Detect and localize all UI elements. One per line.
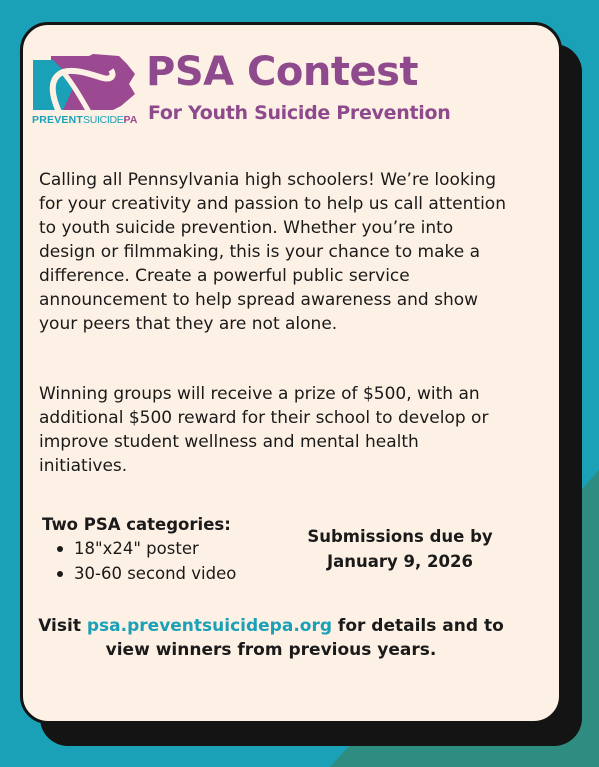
intro-paragraph: Calling all Pennsylvania high schoolers! We’re looking for your creativity and passion to help us call attention to youth suicide prevention. Whether you’re into design or filmmaking, this is your chance to make a difference. Create a powerful public service announcement to help spread awareness and show your peers that they are not alone. — [39, 170, 506, 334]
cta-suffix: for details and to view winners from previous years. — [105, 616, 504, 660]
category-label: 18"x24" poster — [74, 539, 199, 558]
cta-prefix: Visit — [38, 616, 87, 636]
bullet-icon — [57, 571, 63, 577]
logo-wordmark — [32, 114, 142, 126]
deadline-line-1: Submissions due by — [307, 527, 493, 546]
categories-title: Two PSA categories: — [42, 515, 231, 534]
logo-word-suicide: SUICIDE — [83, 114, 124, 126]
category-item — [74, 536, 282, 561]
category-label: 30-60 second video — [74, 564, 237, 583]
deadline-notice — [290, 524, 510, 574]
categories-section — [42, 514, 282, 586]
deadline-date: January 9, 2026 — [327, 552, 473, 571]
logo-word-prevent: PREVENT — [32, 114, 83, 126]
page-subtitle: For Youth Suicide Prevention — [148, 102, 451, 124]
prize-paragraph: Winning groups will receive a prize of $500, with an additional $500 reward for their school to develop or improve student wellness and mental health initiatives. — [39, 384, 489, 476]
category-item — [74, 561, 282, 586]
bullet-icon — [57, 546, 63, 552]
logo-word-pa: PA — [123, 114, 138, 126]
call-to-action — [30, 614, 512, 662]
categories-list — [42, 536, 282, 586]
website-link[interactable]: psa.preventsuicidepa.org — [86, 616, 333, 636]
page-title: PSA Contest — [146, 49, 418, 95]
